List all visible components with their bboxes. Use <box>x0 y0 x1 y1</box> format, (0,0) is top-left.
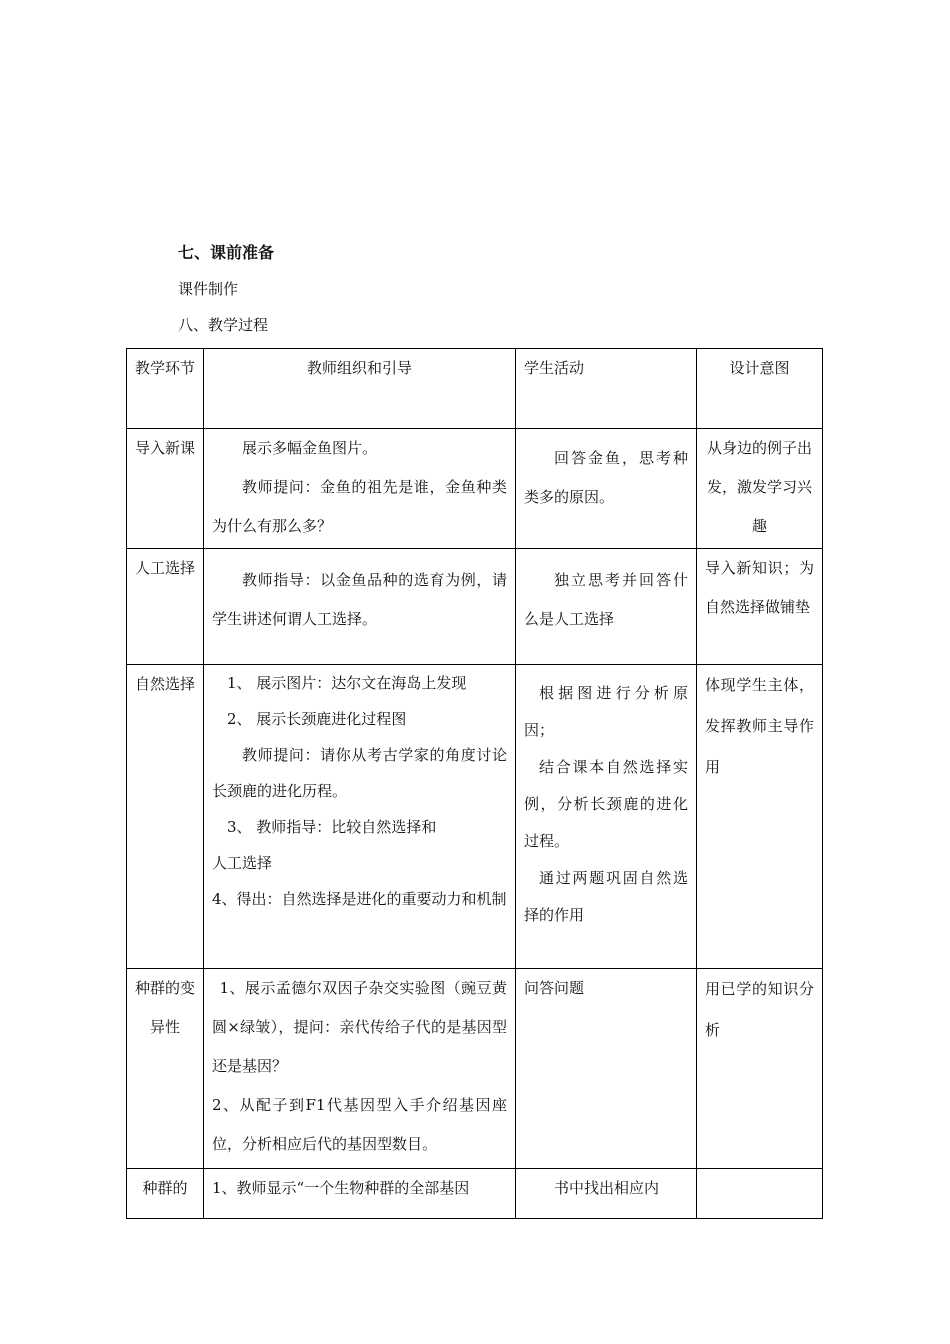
intent-cell <box>697 1169 823 1219</box>
teacher-text: 展示多幅金鱼图片。 <box>242 439 378 457</box>
student-cell <box>516 549 697 665</box>
table-row <box>127 549 823 665</box>
student-text: 独立思考并回答什么是人工选择 <box>524 571 688 628</box>
stage-cell <box>127 969 204 1169</box>
header-student: 学生活动 <box>524 359 585 377</box>
teacher-cell <box>204 549 516 665</box>
teacher-text: 1、 展示图片：达尔文在海岛上发现 <box>227 674 467 692</box>
section-heading-process: 八、教学过程 <box>178 316 269 334</box>
intent-cell <box>697 549 823 665</box>
teacher-text: 教师提问：金鱼的祖先是谁，金鱼种类为什么有那么多？ <box>212 478 507 535</box>
stage-cell <box>127 665 204 969</box>
teacher-cell <box>204 429 516 549</box>
stage-label: 人工选择 <box>135 559 196 577</box>
student-text: 通过两题巩固自然选择的作用 <box>524 869 688 924</box>
student-cell <box>516 665 697 969</box>
teacher-text: 3、 教师指导：比较自然选择和人工选择 <box>212 818 437 872</box>
header-stage: 教学环节 <box>135 359 196 377</box>
student-text: 回答金鱼，思考种类多的原因。 <box>524 449 688 506</box>
teacher-cell <box>204 1169 516 1219</box>
teacher-text: 1、展示孟德尔双因子杂交实验图（豌豆黄圆×绿皱），提问：亲代传给子代的是基因型还是基因？ <box>212 979 507 1075</box>
stage-label: 自然选择 <box>135 675 196 693</box>
teaching-process-table <box>126 348 823 1219</box>
teacher-text: 2、 展示长颈鹿进化过程图 <box>227 710 407 728</box>
student-cell <box>516 1169 697 1219</box>
student-text: 问答问题 <box>524 979 585 997</box>
student-text: 结合课本自然选择实例，分析长颈鹿的进化过程。 <box>524 758 688 850</box>
teacher-text: 教师指导：以金鱼品种的选育为例，请学生讲述何谓人工选择。 <box>212 571 507 628</box>
teacher-cell <box>204 969 516 1169</box>
header-intent: 设计意图 <box>729 359 790 377</box>
intent-text: 用已学的知识分析 <box>705 980 814 1039</box>
intent-cell <box>697 665 823 969</box>
intent-cell <box>697 969 823 1169</box>
section-heading-preparation: 七、课前准备 <box>178 243 275 262</box>
intent-text: 从身边的例子出发，激发学习兴趣 <box>706 439 812 535</box>
header-cell <box>127 349 204 429</box>
table-header-row <box>127 349 823 429</box>
header-cell <box>204 349 516 429</box>
header-cell <box>697 349 823 429</box>
student-text: 书中找出相应内 <box>554 1179 660 1197</box>
teacher-text: 2、从配子到F1代基因型入手介绍基因座位，分析相应后代的基因型数目。 <box>212 1096 507 1153</box>
teacher-text: 1、教师显示“一个生物种群的全部基因 <box>212 1179 470 1197</box>
header-teacher: 教师组织和引导 <box>306 359 412 377</box>
header-cell <box>516 349 697 429</box>
stage-label: 导入新课 <box>135 439 196 457</box>
table-row <box>127 969 823 1169</box>
intent-text: 导入新知识；为自然选择做铺垫 <box>705 559 814 616</box>
teacher-cell <box>204 665 516 969</box>
stage-label: 种群的变异性 <box>135 979 196 1036</box>
stage-cell <box>127 1169 204 1219</box>
teacher-text: 4、得出：自然选择是进化的重要动力和机制 <box>212 890 507 908</box>
student-cell <box>516 969 697 1169</box>
stage-cell <box>127 429 204 549</box>
intent-cell <box>697 429 823 549</box>
student-text: 根据图进行分析原因； <box>524 684 688 739</box>
student-cell <box>516 429 697 549</box>
preparation-content: 课件制作 <box>178 280 239 298</box>
table-row <box>127 665 823 969</box>
teacher-text: 教师提问：请你从考古学家的角度讨论长颈鹿的进化历程。 <box>212 746 507 800</box>
stage-cell <box>127 549 204 665</box>
intent-text: 体现学生主体，发挥教师主导作用 <box>705 676 814 776</box>
table-row <box>127 1169 823 1219</box>
table-row <box>127 429 823 549</box>
stage-label: 种群的 <box>142 1179 188 1197</box>
